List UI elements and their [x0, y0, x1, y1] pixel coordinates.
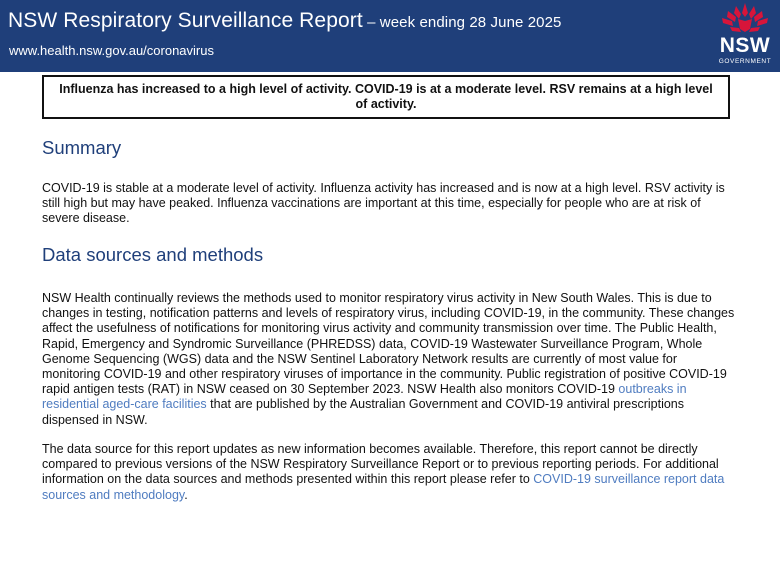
aged-care-outbreaks-link[interactable]: outbreaks in residential aged-care facilities [42, 382, 687, 412]
methods-paragraph-1-text-a: NSW Health continually reviews the methods used to monitor respiratory virus activity in New South Wales. This is due to changes in testing, notification patterns and levels of respiratory virus, including COVID-19, in the community. These changes affect the usefulness of notifications for monitoring virus activity and community transmission over time. The Public Health, Rapid, Emergency and Syndromic Surveillance (PHREDSS) data, COVID-19 Wastewater Surveillance Program, Whole Genome Sequencing (WGS) data and the NSW Sentinel Laboratory Network results are currently of most value for monitoring COVID-19 and other respiratory viruses of importance in the community. Public registration of positive COVID-19 rapid antigen tests (RAT) in NSW ceased on 30 September 2023. NSW Health also monitors COVID-19 [42, 291, 735, 397]
waratah-icon [712, 1, 778, 35]
methods-paragraph-1-text-b: that are published by the Australian Government and COVID-19 antiviral prescriptions dispensed in NSW. [42, 397, 685, 427]
report-header [0, 0, 780, 72]
methods-paragraph-2-text-a: The data source for this report updates as new information becomes available. Therefore, this report cannot be directly compared to previous versions of the NSW Respiratory Surveillance Report or to previous reporting periods. For additional information on the data sources and methods presented within this report please refer to [42, 442, 719, 487]
data-sources-heading: Data sources and methods [42, 244, 264, 265]
summary-heading: Summary [42, 137, 122, 158]
logo-government-text: GOVERNMENT [718, 58, 772, 65]
report-title-main: NSW Respiratory Surveillance Report [8, 9, 363, 32]
report-title-week: – week ending 28 June 2025 [362, 14, 562, 31]
nsw-government-logo [712, 1, 778, 71]
header-url: www.health.nsw.gov.au/coronavirus [9, 43, 214, 58]
report-title [8, 9, 562, 33]
logo-nsw-text: NSW [719, 34, 771, 57]
key-messages-box [42, 75, 730, 119]
summary-paragraph: COVID-19 is stable at a moderate level of activity. Influenza activity has increased and is now at a high level. RSV activity is still high but may have peaked. Influenza vaccinations are important at this time, especially for people who are at risk of severe disease. [42, 181, 725, 226]
methodology-link[interactable]: COVID-19 surveillance report data sources and methodology [42, 472, 725, 502]
methods-paragraph-2 [42, 442, 738, 503]
methods-paragraph-2-text-b: . [184, 487, 188, 502]
key-messages-text: Influenza has increased to a high level of activity. COVID-19 is at a moderate level. RSV remains at a high level of activity. [59, 82, 713, 111]
methods-paragraph-1 [42, 291, 738, 428]
